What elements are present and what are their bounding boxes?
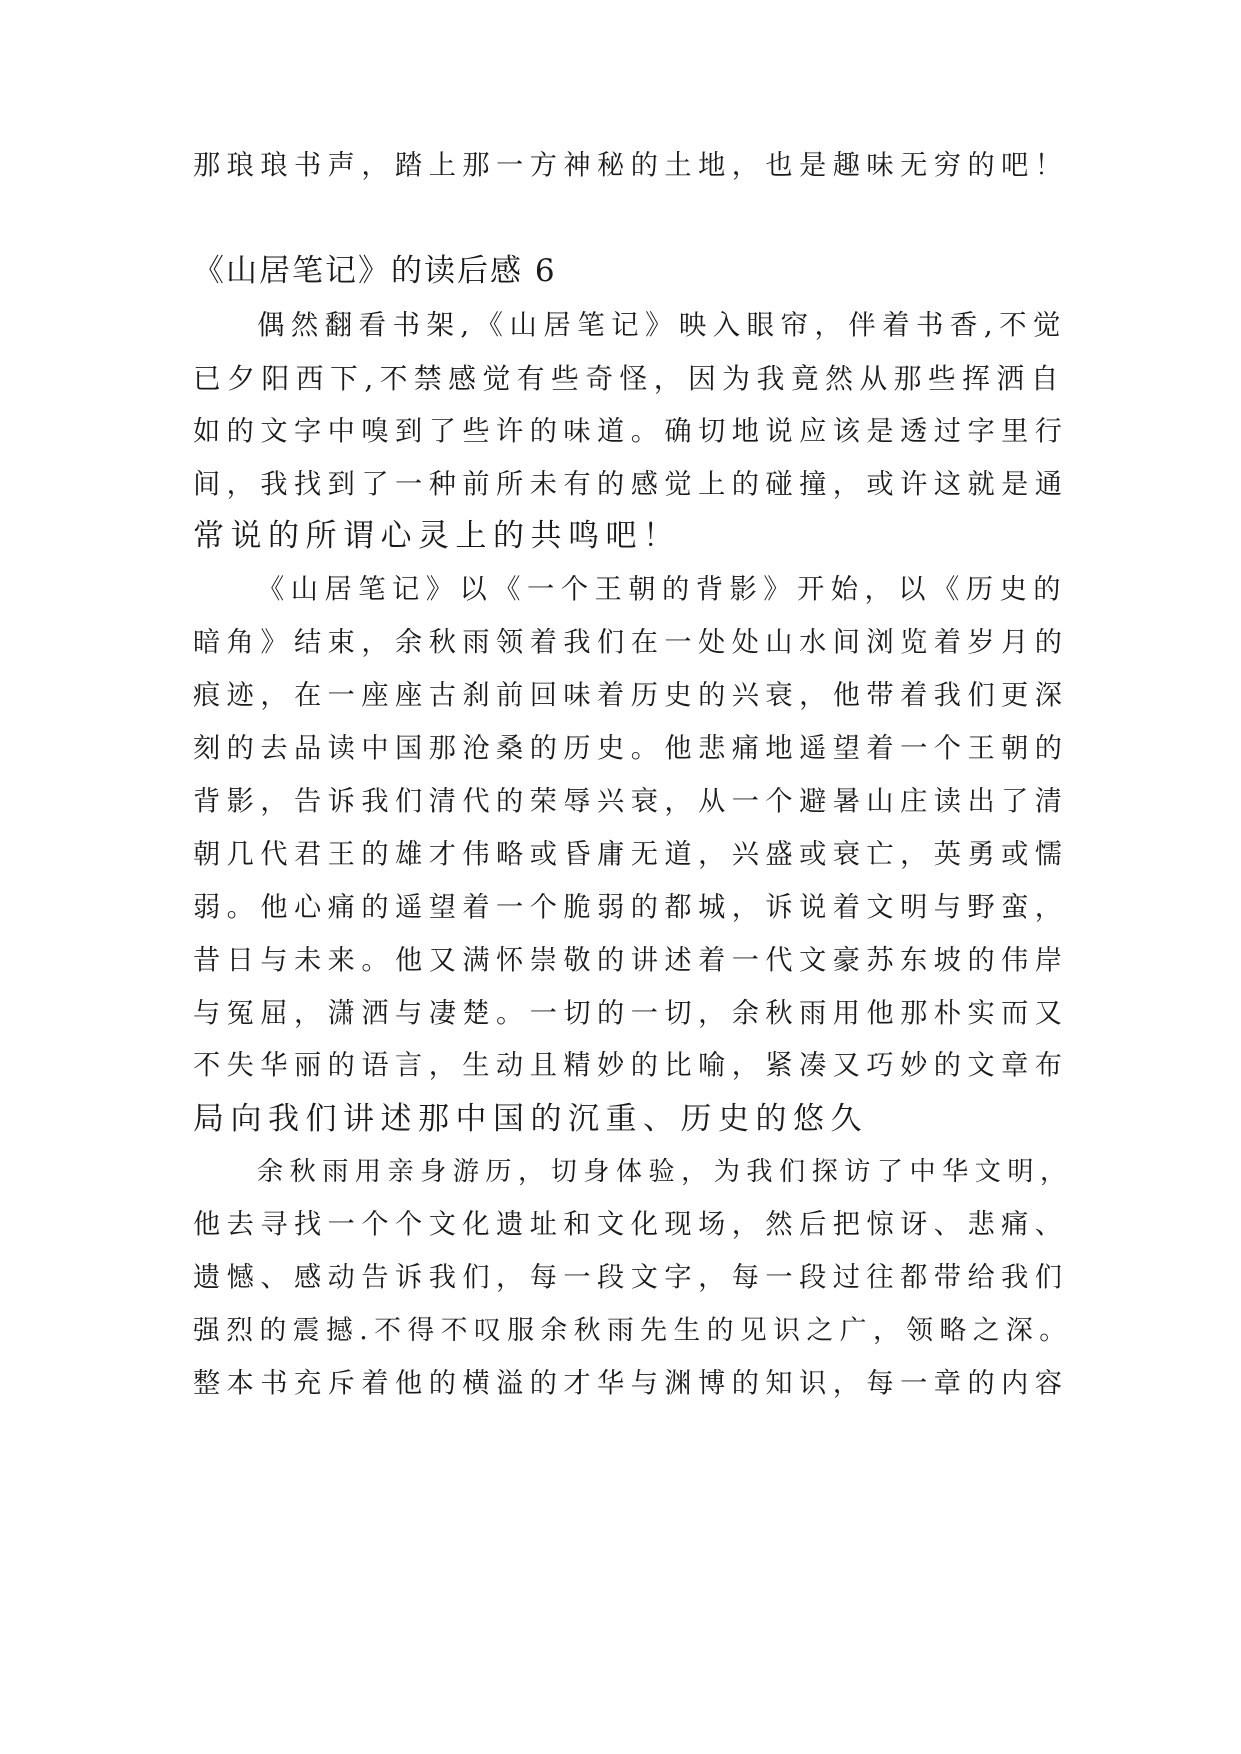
paragraph-line: 《山居笔记》以《一个王朝的背影》开始，以《历史的 [257,574,1068,605]
paragraph-line: 他去寻找一个个文化遗址和文化现场，然后把惊讶、悲痛、 [193,1209,1069,1240]
paragraph-line: 与冤屈，潇洒与凄楚。一切的一切，余秋雨用他那朴实而又 [193,998,1069,1029]
section-title: 《山居笔记》的读后感 6 [193,253,557,289]
paragraph-line: 间，我找到了一种前所未有的感觉上的碰撞，或许这就是通 [193,469,1069,500]
paragraph-line: 暗角》结束，余秋雨领着我们在一处处山水间浏览着岁月的 [193,627,1069,658]
paragraph-line: 强烈的震撼.不得不叹服余秋雨先生的见识之广，领略之深。 [193,1315,1073,1346]
paragraph-line: 常说的所谓心灵上的共鸣吧！ [193,518,681,554]
paragraph-line: 整本书充斥着他的横溢的才华与渊博的知识，每一章的内容 [193,1368,1069,1399]
paragraph-line: 弱。他心痛的遥望着一个脆弱的都城，诉说着文明与野蛮， [193,892,1069,923]
paragraph-line: 刻的去品读中国那沧桑的历史。他悲痛地遥望着一个王朝的 [193,733,1069,764]
paragraph-line: 如的文字中嗅到了些许的味道。确切地说应该是透过字里行 [193,416,1069,447]
paragraph-line: 余秋雨用亲身游历，切身体验，为我们探访了中华文明， [257,1157,1073,1187]
paragraph-line: 不失华丽的语言，生动且精妙的比喻，紧凑又巧妙的文章布 [193,1050,1069,1081]
paragraph-line: 痕迹，在一座座古刹前回味着历史的兴衰，他带着我们更深 [193,680,1069,711]
paragraph-line: 已夕阳西下,不禁感觉有些奇怪，因为我竟然从那些挥洒自 [193,362,1065,395]
paragraph-line: 背影，告诉我们清代的荣辱兴衰，从一个避暑山庄读出了清 [193,786,1069,817]
paragraph-line: 偶然翻看书架,《山居笔记》映入眼帘，伴着书香,不觉 [257,310,1067,341]
paragraph-line: 局向我们讲述那中国的沉重、历史的悠久 [193,1101,868,1137]
paragraph-line: 朝几代君王的雄才伟略或昏庸无道，兴盛或衰亡，英勇或懦 [193,839,1069,870]
paragraph-line: 昔日与未来。他又满怀崇敬的讲述着一代文豪苏东坡的伟岸 [193,945,1069,976]
paragraph-line: 遗憾、感动告诉我们，每一段文字，每一段过往都带给我们 [193,1262,1069,1293]
carryover-line: 那琅琅书声，踏上那一方神秘的土地，也是趣味无穷的吧！ [193,150,1069,181]
